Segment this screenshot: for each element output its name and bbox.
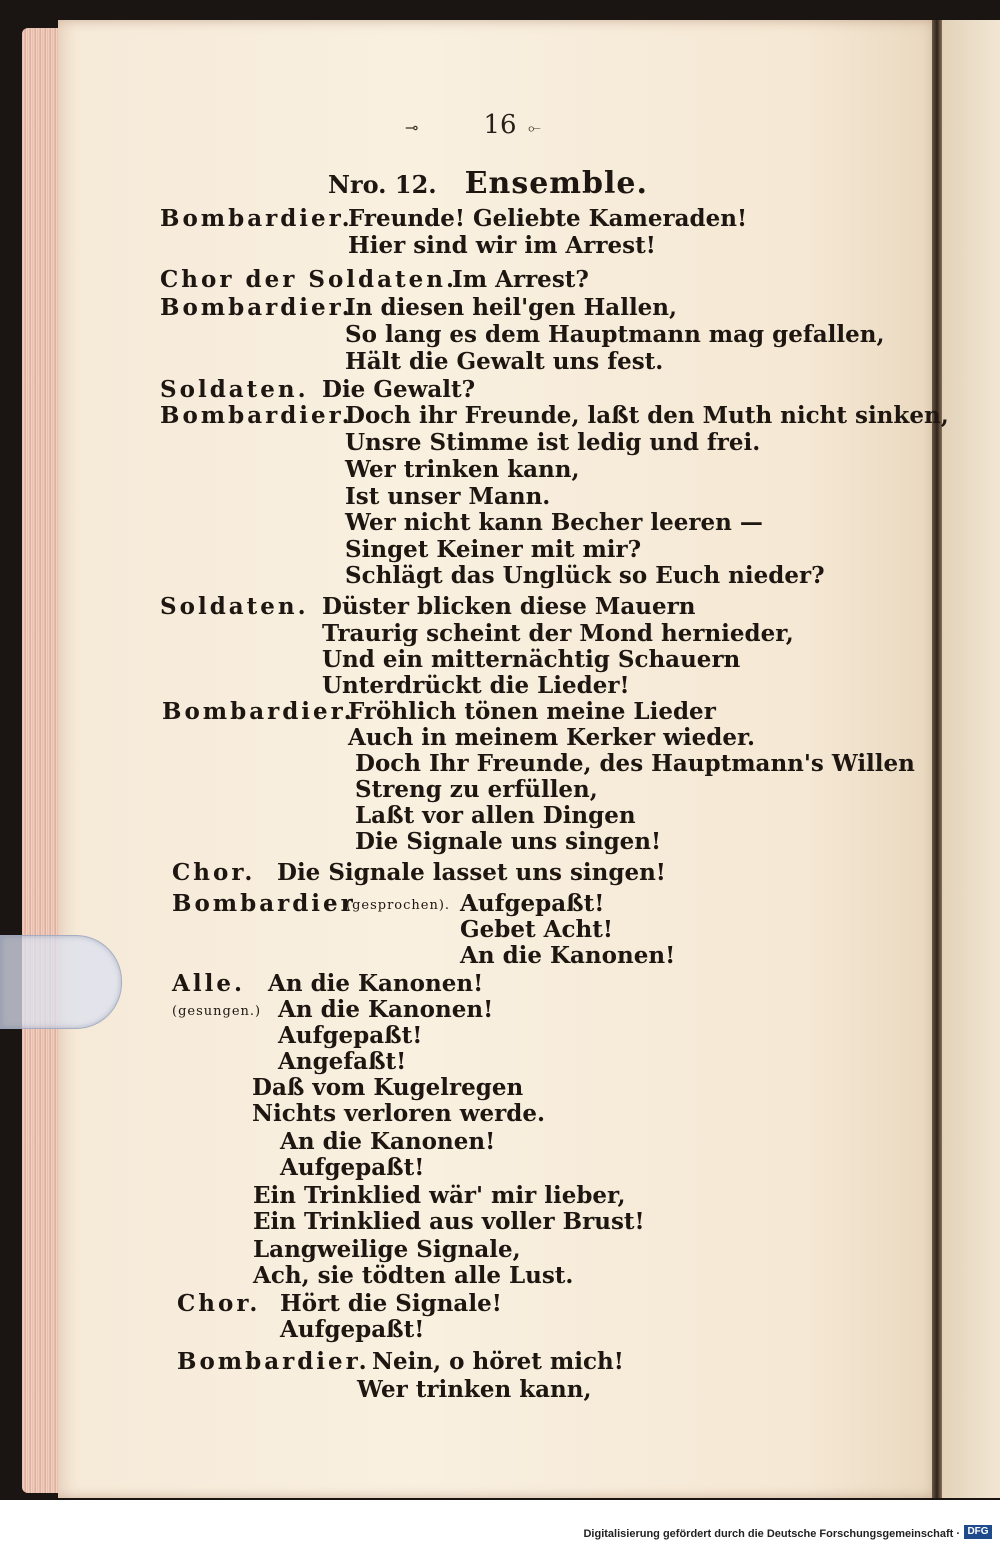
text-line: Aufgepaßt! — [460, 890, 605, 917]
text-line: Auch in meinem Kerker wieder. — [348, 724, 756, 751]
text-line: Die Signale lasset uns singen! — [277, 859, 666, 886]
text-line: Daß vom Kugelregen — [252, 1074, 524, 1101]
text-line: An die Kanonen! — [278, 996, 494, 1023]
speaker-label: Bombardier. — [177, 1348, 370, 1375]
text-line: Hört die Signale! — [280, 1290, 502, 1317]
text-line: Freunde! Geliebte Kameraden! — [348, 205, 748, 232]
stage-direction: (gesprochen). — [346, 898, 451, 913]
text-line: Traurig scheint der Mond hernieder, — [322, 620, 794, 647]
speaker-label: Bombardier. — [160, 205, 353, 232]
text-line: Doch ihr Freunde, laßt den Muth nicht sinken, — [345, 402, 949, 429]
speaker-label: Bombardier — [172, 890, 356, 917]
text-line: So lang es dem Hauptmann mag gefallen, — [345, 321, 885, 348]
text-line: Ach, sie tödten alle Lust. — [253, 1262, 574, 1289]
text-line: Düster blicken diese Mauern — [322, 593, 696, 620]
section-number: Nro. 12. — [328, 170, 437, 199]
section-title — [328, 166, 648, 201]
text-line: Unsre Stimme ist ledig und frei. — [345, 429, 761, 456]
speaker-label: Bombardier. — [160, 402, 353, 429]
text-line: Aufgepaßt! — [280, 1154, 425, 1181]
text-line: Ein Trinklied wär' mir lieber, — [253, 1182, 626, 1209]
page-number: 16 — [483, 110, 517, 140]
text-line: Ist unser Mann. — [345, 483, 551, 510]
speaker-label: Alle. — [172, 970, 245, 997]
text-line: Aufgepaßt! — [278, 1022, 423, 1049]
text-line: Streng zu erfüllen, — [355, 776, 598, 803]
text-line: Hier sind wir im Arrest! — [348, 232, 656, 259]
footer-credit: Digitalisierung gefördert durch die Deutsche Forschungsgemeinschaft · — [583, 1528, 960, 1540]
speaker-label: Bombardier. — [162, 698, 355, 725]
ornament-right: ⟜ — [528, 118, 541, 137]
dfg-logo: DFG — [964, 1525, 992, 1539]
text-line: Hält die Gewalt uns fest. — [345, 348, 664, 375]
speaker-label: Chor. — [177, 1290, 261, 1317]
text-line: Wer trinken kann, — [345, 456, 580, 483]
text-line: Die Gewalt? — [322, 376, 476, 403]
speaker-label: Soldaten. — [160, 376, 309, 403]
text-line: Wer trinken kann, — [357, 1376, 592, 1403]
ornament-left: ⊸ — [405, 118, 419, 137]
text-line: Singet Keiner mit mir? — [345, 536, 642, 563]
text-line: An die Kanonen! — [280, 1128, 496, 1155]
text-line: Fröhlich tönen meine Lieder — [348, 698, 716, 725]
stage-direction: (gesungen.) — [172, 1004, 262, 1019]
text-line: Angefaßt! — [278, 1048, 407, 1075]
text-line: Schlägt das Unglück so Euch nieder? — [345, 562, 825, 589]
speaker-label: Bombardier. — [160, 294, 353, 321]
text-line: In diesen heil'gen Hallen, — [345, 294, 678, 321]
text-line: Die Signale uns singen! — [355, 828, 662, 855]
text-line: Nein, o höret mich! — [372, 1348, 624, 1375]
text-line: Doch Ihr Freunde, des Hauptmann's Willen — [355, 750, 915, 777]
text-line: Ein Trinklied aus voller Brust! — [253, 1208, 645, 1235]
text-line: Wer nicht kann Becher leeren — — [345, 509, 763, 536]
next-page-edge — [942, 20, 1000, 1498]
text-line: Langweilige Signale, — [253, 1236, 521, 1263]
text-line: Laßt vor allen Dingen — [355, 802, 636, 829]
text-line: Nichts verloren werde. — [252, 1100, 546, 1127]
speaker-label: Chor. — [172, 859, 256, 886]
text-line: Gebet Acht! — [460, 916, 613, 943]
text-line: Und ein mitternächtig Schauern — [322, 646, 741, 673]
text-line: An die Kanonen! — [268, 970, 484, 997]
bookmark-tab — [0, 935, 122, 1029]
section-name: Ensemble. — [464, 166, 648, 201]
text-line: Im Arrest? — [452, 266, 589, 293]
text-line: Aufgepaßt! — [280, 1316, 425, 1343]
text-line: Unterdrückt die Lieder! — [322, 672, 630, 699]
speaker-label: Soldaten. — [160, 593, 309, 620]
speaker-label: Chor der Soldaten. — [160, 266, 457, 293]
text-line: An die Kanonen! — [460, 942, 676, 969]
book-gutter — [932, 20, 942, 1498]
